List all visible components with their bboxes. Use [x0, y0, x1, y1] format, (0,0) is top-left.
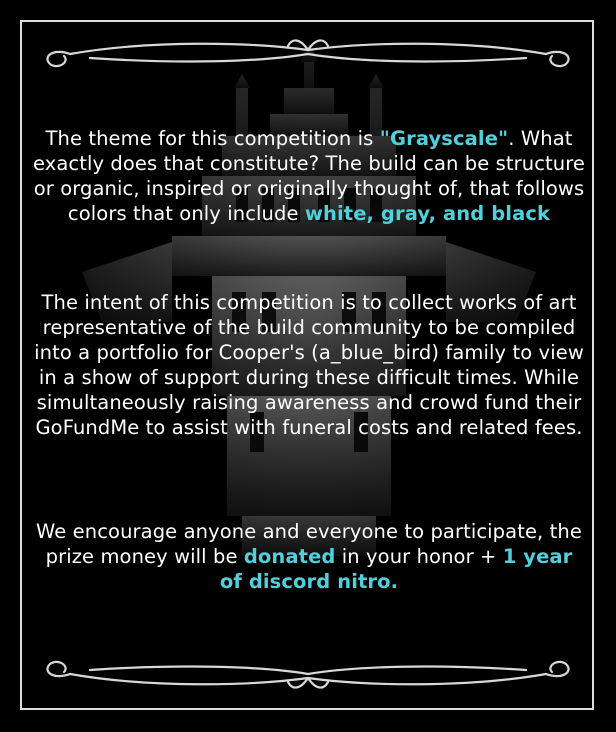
- bottom-flourish-icon: [30, 654, 586, 694]
- colors-highlight: white, gray, and black: [304, 202, 551, 225]
- poster-frame: [20, 20, 594, 710]
- intent-paragraph: The intent of this competition is to collect works of art representative of the build community to be compiled into a portfolio for Cooper's (a_blue_bird) family to view in a show of support during these difficult times. While simultaneously raising awareness and crowd fund their GoFundMe to assist with funeral costs and related fees.: [34, 291, 584, 439]
- theme-paragraph: [32, 126, 586, 226]
- encourage-lead-text: We encourage anyone and everyone to participate, the prize money will be: [36, 520, 582, 568]
- encourage-paragraph: [32, 519, 586, 594]
- grayscale-highlight: "Grayscale": [379, 127, 509, 150]
- encourage-middle-text: in your honor +: [335, 545, 503, 568]
- theme-body-text: . What exactly does that constitute? The build can be structure or organic, inspired or originally thought of, that follows colors that only include: [32, 127, 586, 225]
- nitro-highlight: 1 year of discord nitro.: [219, 545, 573, 593]
- poster-content: [22, 22, 594, 710]
- theme-lead-text: The theme for this competition is: [45, 127, 380, 150]
- donated-highlight: donated: [243, 545, 336, 568]
